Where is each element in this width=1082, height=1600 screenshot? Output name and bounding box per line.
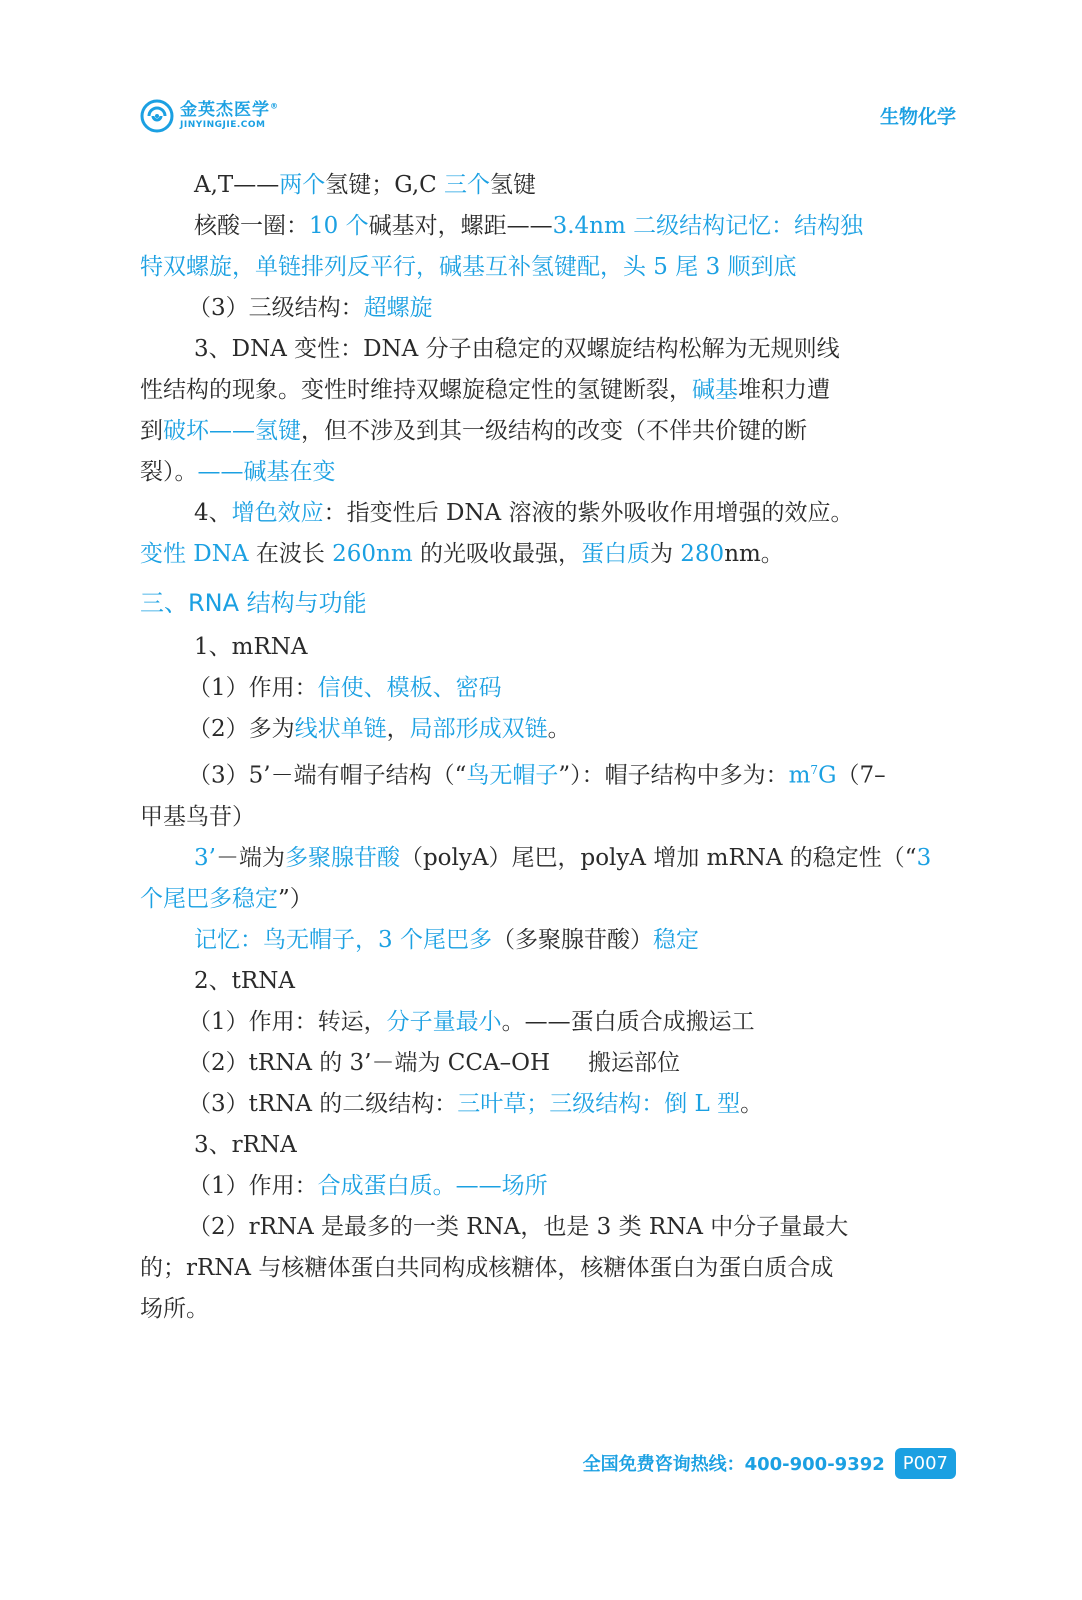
highlight-text: G: [818, 762, 837, 789]
logo-chinese-name: 金英杰医学®: [180, 100, 279, 120]
rna-structure-block: [140, 627, 960, 1330]
highlight-text: ——碱基在变: [197, 459, 336, 485]
text-line: [140, 1166, 960, 1207]
text-line: [140, 329, 960, 370]
body-text: A,T——: [194, 172, 280, 198]
logo-english-name: JINYINGJIE.COM: [180, 120, 266, 130]
body-text: －端为: [215, 844, 285, 871]
page-number-badge: P007: [895, 1448, 956, 1479]
body-text: 场所。: [140, 1295, 209, 1322]
brand-logo: [140, 98, 279, 134]
body-text: 氢键: [490, 172, 537, 198]
body-text: 性结构的现象。变性时维持双螺旋稳定性的氢键断裂，: [140, 377, 692, 403]
highlight-text: 多聚腺苷酸: [284, 844, 400, 871]
highlight-text: 特双螺旋，单链排列反平行，碱基互补氢键配，头 5 尾 3 顺到底: [140, 254, 797, 280]
body-text: （polyA）尾巴，polyA 增加 mRNA 的稳定性（“: [399, 844, 917, 871]
highlight-text: 10 个: [309, 213, 369, 239]
body-text: 1、mRNA: [194, 634, 308, 660]
body-text: ”）：帽子结构中多为：: [558, 762, 789, 789]
body-text: 。: [740, 1090, 764, 1117]
text-line: [140, 961, 960, 1002]
body-text: 。——蛋白质合成搬运工: [501, 1008, 755, 1035]
body-text: 。: [547, 716, 571, 742]
highlight-text: 鸟无帽子: [466, 762, 559, 789]
highlight-text: 破坏——氢键: [163, 418, 301, 444]
highlight-text: 记忆：鸟无帽子，3 个尾巴多: [194, 926, 492, 953]
text-line: [140, 1043, 960, 1084]
text-line: [140, 165, 960, 206]
highlight-text: 3.4nm 二级结构记忆：结构独: [552, 213, 864, 239]
body-text: 2、tRNA: [194, 967, 295, 994]
highlight-text: 两个: [279, 172, 326, 198]
body-text: 碱基对，螺距——: [368, 213, 553, 239]
body-text: nm。: [724, 541, 784, 567]
text-line: [140, 370, 960, 411]
body-text: 的光吸收最强，: [412, 541, 581, 567]
body-text: （3）tRNA 的二级结构：: [188, 1090, 458, 1117]
body-text: 甲基鸟苷）: [140, 803, 255, 830]
text-line: [140, 627, 960, 668]
text-line: [140, 1207, 960, 1248]
body-text: 核酸一圈：: [194, 213, 309, 239]
page-content: [140, 165, 960, 1330]
text-line: [140, 534, 960, 575]
text-line: [140, 247, 960, 288]
body-text: （多聚腺苷酸）: [491, 926, 653, 953]
body-text: 3、rRNA: [194, 1131, 297, 1158]
body-text: ：指变性后 DNA 溶液的紫外吸收作用增强的效应。: [323, 500, 854, 526]
body-text: ”）: [278, 885, 313, 912]
highlight-text: 增色效应: [231, 500, 324, 526]
highlight-text: 合成蛋白质。——场所: [317, 1172, 548, 1199]
highlight-text: m: [788, 762, 811, 789]
text-line: [140, 668, 960, 709]
highlight-text: 变性 DNA: [140, 541, 256, 567]
body-text: （1）作用：: [188, 1172, 318, 1199]
body-text: 的；rRNA 与核糖体蛋白共同构成核糖体，核糖体蛋白为蛋白质合成: [140, 1254, 834, 1281]
body-text: ，: [386, 716, 410, 742]
highlight-text: 超螺旋: [363, 295, 433, 321]
body-text: 搬运部位: [588, 1049, 681, 1076]
highlight-text: 三叶草；三级结构：倒 L 型: [457, 1090, 741, 1117]
highlight-text: 局部形成双链: [409, 716, 548, 742]
text-line: [140, 411, 960, 452]
body-text: 氢键；G,C: [325, 172, 445, 198]
body-text: 4、: [194, 500, 232, 526]
highlight-text: 蛋白质: [580, 541, 650, 567]
highlight-text: 稳定: [652, 926, 699, 953]
text-line: [140, 709, 960, 750]
body-text: 3、DNA 变性：DNA 分子由稳定的双螺旋结构松解为无规则线: [194, 336, 840, 362]
highlight-text: 三个: [444, 172, 491, 198]
section-title: 生物化学: [879, 106, 956, 128]
highlight-text: 信使、模板、密码: [317, 675, 502, 701]
text-line: [140, 1002, 960, 1043]
body-text: （2）tRNA 的 3’－端为 CCA–OH: [188, 1049, 551, 1076]
hotline-text: 全国免费咨询热线：400-900-9392: [582, 1454, 885, 1475]
body-text: 在波长: [255, 541, 333, 567]
text-line: [140, 750, 960, 797]
rna-section-heading: 三、RNA 结构与功能: [140, 589, 367, 617]
text-line: [140, 452, 960, 493]
page-header: [140, 98, 956, 138]
text-line: [140, 1248, 960, 1289]
body-text: （2）rRNA 是最多的一类 RNA，也是 3 类 RNA 中分子量最大: [188, 1213, 849, 1240]
body-text: 为: [649, 541, 681, 567]
body-text: （1）作用：转运，: [188, 1008, 387, 1035]
body-text: 堆积力遭: [738, 377, 830, 403]
highlight-text: 个尾巴多稳定: [140, 885, 278, 912]
page-footer: [583, 1446, 956, 1480]
text-line: [140, 920, 960, 961]
highlight-text: 7: [810, 763, 819, 777]
text-line: [140, 493, 960, 534]
body-text: （3）三级结构：: [188, 295, 364, 321]
body-text: 裂）。: [140, 459, 198, 485]
text-line: [140, 838, 960, 879]
text-line: [140, 1084, 960, 1125]
highlight-text: 260nm: [332, 541, 413, 567]
body-text: （2）多为: [188, 716, 295, 742]
body-text: （3）5’－端有帽子结构（“: [188, 762, 467, 789]
highlight-text: 分子量最小: [386, 1008, 502, 1035]
highlight-text: 碱基: [692, 377, 738, 403]
highlight-text: 3: [916, 844, 932, 871]
body-text: （7–: [836, 762, 886, 789]
body-text: ，但不涉及到其一级结构的改变（不伴共价键的断: [301, 418, 807, 444]
body-text: 到: [140, 418, 163, 444]
highlight-text: 3’: [194, 844, 216, 871]
dna-structure-block: [140, 165, 960, 575]
text-line: [140, 1289, 960, 1330]
text-line: [140, 206, 960, 247]
highlight-text: 线状单链: [294, 716, 387, 742]
logo-swirl-icon: [140, 99, 174, 133]
highlight-text: 280: [680, 541, 725, 567]
text-line: [140, 1125, 960, 1166]
text-line: [140, 288, 960, 329]
text-line: [140, 879, 960, 920]
text-line: [140, 797, 960, 838]
body-text: （1）作用：: [188, 675, 318, 701]
